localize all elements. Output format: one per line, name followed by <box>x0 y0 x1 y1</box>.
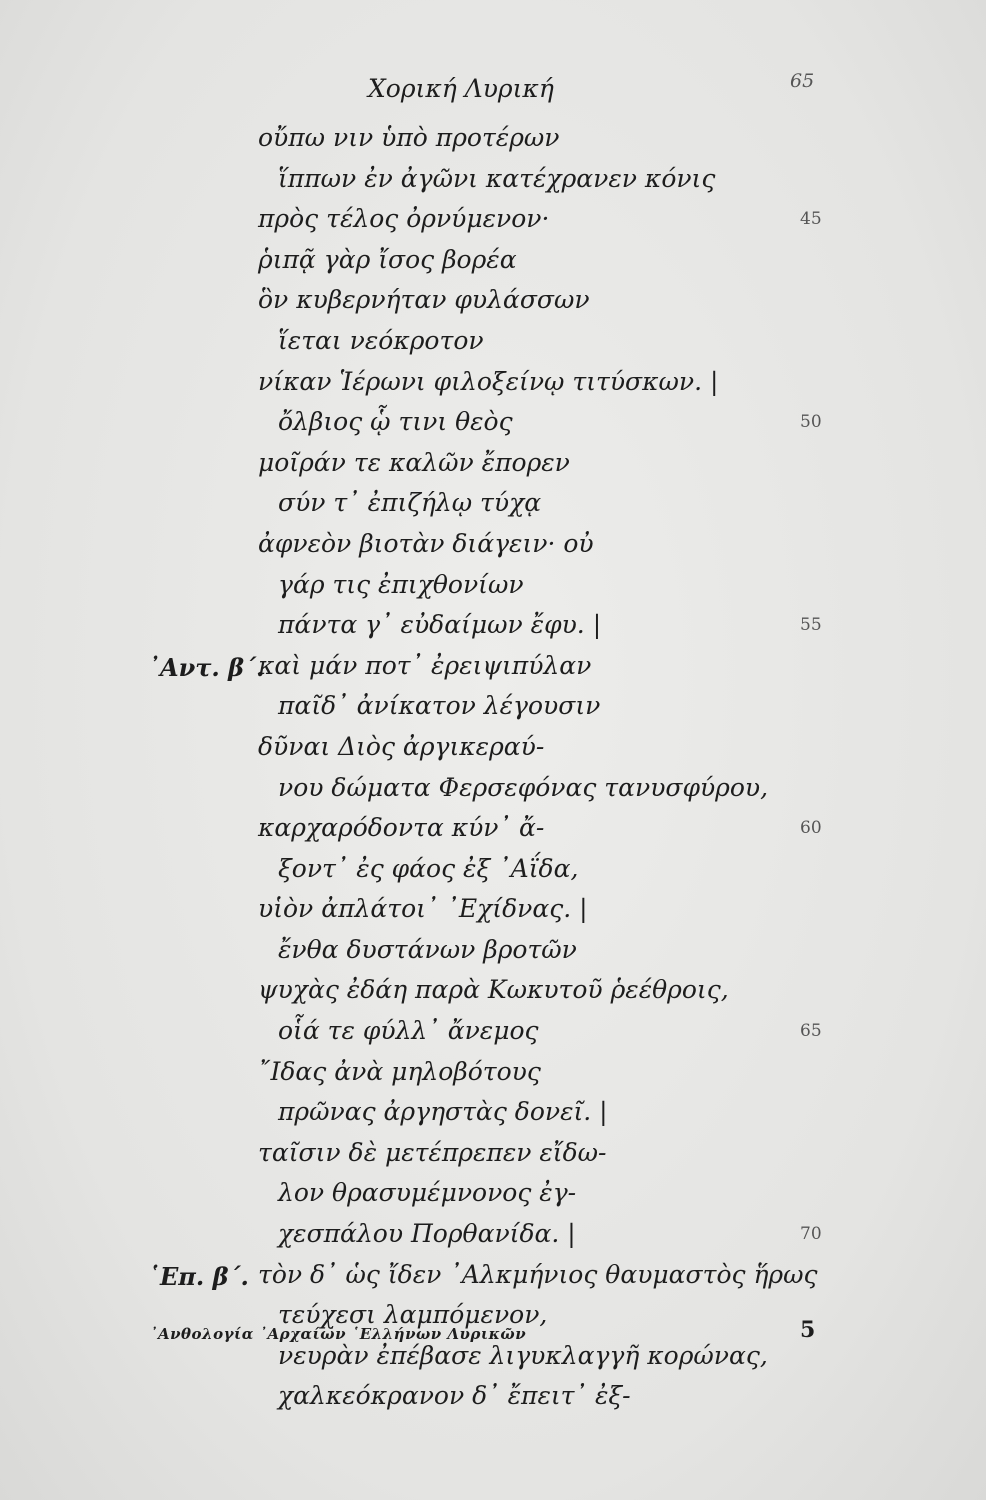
verse-text: οὔπω νιν ὑπὸ προτέρων <box>258 123 560 152</box>
verse-text: καρχαρόδοντα κύν᾽ ἄ- <box>258 813 545 843</box>
line-number: 65 <box>800 1021 822 1042</box>
strophe-marker: ῾Επ. β΄. <box>148 1261 249 1291</box>
verse-text: πρὸς τέλος ὀρνύμενον· <box>258 204 550 234</box>
verse-text: ἀφνεὸν βιοτὰν διάγειν· οὐ <box>258 528 594 558</box>
verse-text: λον θρασυμέμνονος ἐγ- <box>278 1178 577 1208</box>
verse-text: χεσπάλου Πορθανίδα. | <box>278 1219 576 1249</box>
verse-line <box>0 483 986 524</box>
verse-text: νευρὰν ἐπέβασε λιγυκλαγγῆ κορώνας, <box>278 1340 768 1370</box>
verse-line <box>0 443 986 484</box>
verse-text: τεύχεσι λαμπόμενον, <box>278 1300 548 1330</box>
verse-line <box>0 768 986 809</box>
running-title: Χορική Λυρική <box>368 74 554 103</box>
verse-text: ῎Ιδας ἀνὰ μηλοβότους <box>258 1056 541 1086</box>
verse-line <box>0 930 986 971</box>
verse-line <box>0 849 986 890</box>
verse-text: υἱὸν ἀπλάτοι᾽ ᾽Εχίδνας. | <box>258 894 588 924</box>
verse-line <box>0 1133 986 1174</box>
verse-text: σύν τ᾽ ἐπιζήλῳ τύχᾳ <box>278 488 542 518</box>
verse-line <box>0 727 986 768</box>
verse-line <box>0 240 986 281</box>
verse-text: νου δώματα Φερσεφόνας τανυσφύρου, <box>278 772 769 802</box>
verse-line <box>0 1052 986 1093</box>
verse-line <box>0 1376 986 1417</box>
line-number: 55 <box>800 615 822 636</box>
verse-line <box>0 118 986 159</box>
verse-text: μοῖράν τε καλῶν ἔπορεν <box>258 447 570 477</box>
verse-line <box>0 605 986 646</box>
verse-line <box>0 362 986 403</box>
verse-line <box>0 524 986 565</box>
verse-block <box>0 118 986 1417</box>
verse-line <box>0 970 986 1011</box>
verse-line <box>0 1092 986 1133</box>
verse-text: καὶ μάν ποτ᾽ ἐρειψιπύλαν <box>258 650 592 680</box>
line-number: 50 <box>800 412 822 433</box>
signature-mark: ᾽Ανθολογία ᾽Αρχαίων ῾Ελλήνων Λυρικῶν <box>150 1325 527 1343</box>
page-number: 65 <box>790 70 815 92</box>
signature-number: 5 <box>800 1317 816 1343</box>
verse-text: ψυχὰς ἐδάη παρὰ Κωκυτοῦ ῥεέθροις, <box>258 975 729 1005</box>
verse-line <box>0 686 986 727</box>
verse-text: γάρ τις ἐπιχθονίων <box>278 569 524 599</box>
verse-text: οἷά τε φύλλ᾽ ἄνεμος <box>278 1016 539 1046</box>
verse-text: πρῶνας ἀργηστὰς δονεῖ. | <box>278 1097 608 1127</box>
verse-line <box>0 1255 986 1296</box>
strophe-marker: ᾽Αντ. β΄. <box>148 652 265 682</box>
line-number: 70 <box>800 1224 822 1245</box>
verse-text: ὃν κυβερνήταν φυλάσσων <box>258 285 590 315</box>
verse-text: τὸν δ᾽ ὡς ἴδεν ᾽Αλκμήνιος θαυμαστὸς ἥρως <box>258 1259 818 1289</box>
verse-text: ὄλβιος ᾧ τινι θεὸς <box>278 407 513 437</box>
verse-text: ἵππων ἐν ἀγῶνι κατέχρανεν κόνις <box>278 163 716 193</box>
verse-line <box>0 321 986 362</box>
verse-text: ῥιπᾷ γὰρ ἴσος βορέα <box>258 244 517 274</box>
verse-text: πάντα γ᾽ εὐδαίμων ἔφυ. | <box>278 610 602 640</box>
verse-line <box>0 1214 986 1255</box>
line-number: 60 <box>800 818 822 839</box>
verse-line <box>0 199 986 240</box>
verse-text: ξοντ᾽ ἐς φάος ἐξ ᾽Αΐδα, <box>278 853 579 883</box>
verse-text: ἔνθα δυστάνων βροτῶν <box>278 934 577 964</box>
verse-line <box>0 565 986 606</box>
verse-line <box>0 402 986 443</box>
verse-line <box>0 1011 986 1052</box>
verse-line <box>0 808 986 849</box>
verse-line <box>0 646 986 687</box>
verse-line <box>0 280 986 321</box>
verse-text: παῖδ᾽ ἀνίκατον λέγουσιν <box>278 691 601 721</box>
verse-text: χαλκεόκρανον δ᾽ ἔπειτ᾽ ἐξ- <box>278 1381 631 1411</box>
verse-text: ταῖσιν δὲ μετέπρεπεν εἴδω- <box>258 1137 607 1167</box>
line-number: 45 <box>800 209 822 230</box>
verse-text: ἵεται νεόκροτον <box>278 325 484 355</box>
verse-line <box>0 1173 986 1214</box>
verse-line <box>0 159 986 200</box>
verse-text: δῦναι Διὸς ἀργικεραύ- <box>258 731 545 761</box>
verse-text: νίκαν Ἱέρωνι φιλοξείνῳ τιτύσκων. | <box>258 366 719 396</box>
verse-line <box>0 889 986 930</box>
